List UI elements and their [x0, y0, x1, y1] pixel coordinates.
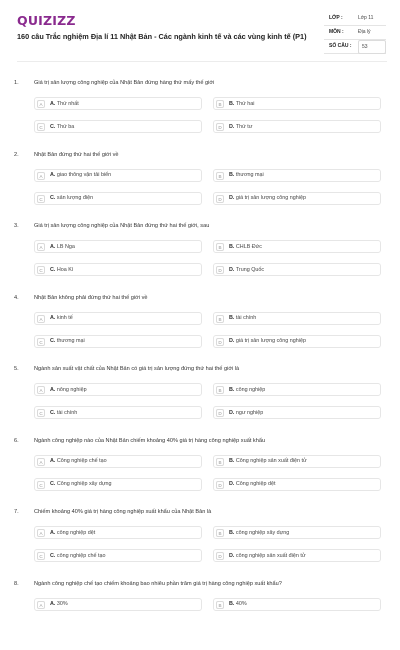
option-label [50, 315, 73, 321]
question-text: Ngành sản xuất vật chất của Nhật Bản có giá trị sản lượng đứng thứ hai thế giới là [34, 366, 239, 372]
answer-option-c[interactable] [34, 120, 202, 133]
option-text: công nghiệp chế tạo [57, 553, 106, 559]
answer-option-c[interactable] [34, 192, 202, 205]
question-text: Nhật Bản đứng thứ hai thế giới về [34, 152, 119, 158]
answer-option-b[interactable] [213, 598, 381, 611]
question-item [0, 364, 400, 436]
option-prefix: A. [50, 244, 55, 250]
option-letter-box: C [37, 481, 45, 489]
option-label [229, 553, 305, 559]
option-letter-box: D [216, 481, 224, 489]
quizizz-logo: QUIZIZZ [17, 13, 76, 28]
option-prefix: C. [50, 481, 55, 487]
answer-option-a[interactable] [34, 598, 202, 611]
answer-option-c[interactable] [34, 549, 202, 562]
option-prefix: A. [50, 530, 55, 536]
answer-option-c[interactable] [34, 263, 202, 276]
option-letter-box: B [216, 243, 224, 251]
question-number: 7. [14, 509, 19, 515]
answer-option-c[interactable] [34, 335, 202, 348]
answer-option-b[interactable] [213, 383, 381, 396]
meta-value-count: 53 [362, 44, 368, 50]
option-prefix: D. [229, 481, 234, 487]
option-letter-box: D [216, 409, 224, 417]
option-letter-box: A [37, 529, 45, 537]
option-label [229, 267, 264, 273]
option-prefix: D. [229, 267, 234, 273]
option-label [229, 315, 256, 321]
option-text: giá trị sản lượng công nghiệp [236, 338, 306, 344]
answer-option-d[interactable] [213, 120, 381, 133]
option-prefix: D. [229, 553, 234, 559]
answer-option-d[interactable] [213, 335, 381, 348]
worksheet-title: 160 câu Trắc nghiệm Địa lí 11 Nhật Bản - Các ngành kinh tế và các vùng kinh tế (P1) [17, 32, 322, 41]
option-letter-box: C [37, 409, 45, 417]
answer-option-a[interactable] [34, 455, 202, 468]
option-letter-box: B [216, 458, 224, 466]
option-prefix: B. [229, 458, 234, 464]
option-letter-box: B [216, 386, 224, 394]
option-text: nông nghiệp [57, 387, 87, 393]
answer-option-c[interactable] [34, 478, 202, 491]
option-label [229, 195, 306, 201]
answer-option-a[interactable] [34, 383, 202, 396]
option-prefix: A. [50, 601, 55, 607]
option-label [229, 338, 306, 344]
option-text: Hoa Kì [57, 267, 73, 273]
meta-value-subject: Địa lý [358, 29, 371, 35]
option-letter-box: D [216, 338, 224, 346]
answer-option-b[interactable] [213, 240, 381, 253]
question-item [0, 150, 400, 222]
option-prefix: B. [229, 530, 234, 536]
option-label [50, 530, 95, 536]
answer-option-b[interactable] [213, 455, 381, 468]
option-letter-box: D [216, 123, 224, 131]
option-prefix: A. [50, 101, 55, 107]
option-prefix: A. [50, 315, 55, 321]
option-prefix: B. [229, 172, 234, 178]
question-item [0, 221, 400, 293]
option-letter-box: B [216, 601, 224, 609]
answer-option-d[interactable] [213, 406, 381, 419]
meta-value-count-box [358, 40, 386, 54]
option-label [229, 410, 263, 416]
option-text: Thứ tư [236, 124, 253, 130]
question-text: Ngành công nghiệp nào của Nhật Bản chiếm khoảng 40% giá trị hàng công nghiệp xuất khẩu [34, 438, 265, 444]
question-item [0, 579, 400, 650]
option-text: kinh tế [57, 315, 73, 321]
option-text: công nghiệp [236, 387, 265, 393]
option-letter-box: D [216, 552, 224, 560]
question-list [0, 78, 400, 650]
answer-option-d[interactable] [213, 478, 381, 491]
option-letter-box: B [216, 172, 224, 180]
option-label [229, 124, 252, 130]
option-label [229, 458, 307, 464]
option-prefix: B. [229, 244, 234, 250]
option-label [50, 410, 77, 416]
option-text: thương mại [236, 172, 264, 178]
option-text: công nghiệp xây dựng [236, 530, 289, 536]
option-text: ngư nghiệp [236, 410, 263, 416]
answer-option-a[interactable] [34, 240, 202, 253]
option-prefix: D. [229, 338, 234, 344]
answer-option-b[interactable] [213, 526, 381, 539]
option-text: Thứ nhất [57, 101, 79, 107]
question-item [0, 507, 400, 579]
option-prefix: C. [50, 195, 55, 201]
option-letter-box: A [37, 315, 45, 323]
option-prefix: D. [229, 195, 234, 201]
question-number: 2. [14, 152, 19, 158]
option-label [229, 172, 264, 178]
option-label [229, 387, 265, 393]
option-text: giao thông vận tải biển [57, 172, 111, 178]
option-letter-box: D [216, 195, 224, 203]
meta-row-count [324, 40, 386, 54]
question-number: 3. [14, 223, 19, 229]
option-text: 30% [57, 601, 68, 607]
option-prefix: C. [50, 553, 55, 559]
option-label [50, 481, 111, 487]
option-text: Công nghiệp chế tạo [57, 458, 107, 464]
option-label [50, 553, 105, 559]
question-text: Nhật Bản không phải đứng thứ hai thế giới về [34, 295, 147, 301]
option-letter-box: A [37, 386, 45, 394]
option-prefix: B. [229, 601, 234, 607]
option-prefix: D. [229, 410, 234, 416]
option-text: công nghiệp sản xuất điện tử [236, 553, 306, 559]
answer-option-b[interactable] [213, 312, 381, 325]
question-number: 1. [14, 80, 19, 86]
option-letter-box: B [216, 315, 224, 323]
meta-row-grade [324, 12, 386, 26]
option-prefix: C. [50, 338, 55, 344]
option-text: Công nghiệp sản xuất điện tử [236, 458, 307, 464]
option-text: công nghiệp dệt [57, 530, 95, 536]
option-prefix: A. [50, 387, 55, 393]
option-prefix: A. [50, 172, 55, 178]
option-prefix: C. [50, 267, 55, 273]
option-label [50, 124, 74, 130]
meta-value-grade: Lớp 11 [358, 15, 373, 21]
answer-option-d[interactable] [213, 192, 381, 205]
option-letter-box: D [216, 266, 224, 274]
question-item [0, 78, 400, 150]
option-text: Trung Quốc [236, 267, 264, 273]
option-label [50, 458, 107, 464]
option-text: CHLB Đức [236, 244, 262, 250]
option-label [229, 481, 275, 487]
question-number: 4. [14, 295, 19, 301]
option-prefix: B. [229, 101, 234, 107]
option-text: giá trị sản lượng công nghiệp [236, 195, 306, 201]
option-letter-box: B [216, 100, 224, 108]
option-letter-box: A [37, 458, 45, 466]
option-letter-box: B [216, 529, 224, 537]
question-text: Ngành công nghiệp chế tạo chiếm khoảng bao nhiêu phần trăm giá trị hàng công nghiệp xuất khẩu? [34, 581, 282, 587]
option-letter-box: C [37, 266, 45, 274]
option-text: tài chính [236, 315, 256, 321]
option-label [229, 530, 289, 536]
option-label [50, 172, 111, 178]
question-text: Giá trị sản lượng công nghiệp của Nhật Bản đứng hàng thứ mấy thế giới [34, 80, 214, 86]
option-text: sản lượng điện [57, 195, 93, 201]
meta-label-grade: LỚP : [329, 15, 343, 21]
answer-option-b[interactable] [213, 97, 381, 110]
question-item [0, 436, 400, 508]
option-label [229, 601, 247, 607]
option-label [229, 244, 262, 250]
answer-option-a[interactable] [34, 526, 202, 539]
option-prefix: C. [50, 124, 55, 130]
option-letter-box: C [37, 195, 45, 203]
question-number: 5. [14, 366, 19, 372]
answer-option-b[interactable] [213, 169, 381, 182]
option-prefix: D. [229, 124, 234, 130]
option-label [50, 101, 79, 107]
option-label [50, 387, 87, 393]
answer-option-a[interactable] [34, 97, 202, 110]
option-text: Công nghiệp dệt [236, 481, 276, 487]
meta-row-subject [324, 26, 386, 40]
option-label [50, 601, 68, 607]
option-letter-box: A [37, 100, 45, 108]
option-letter-box: A [37, 172, 45, 180]
option-text: 40% [236, 601, 247, 607]
question-number: 8. [14, 581, 19, 587]
question-item [0, 293, 400, 365]
option-label [50, 244, 75, 250]
question-number: 6. [14, 438, 19, 444]
option-letter-box: C [37, 123, 45, 131]
option-prefix: B. [229, 315, 234, 321]
answer-option-c[interactable] [34, 406, 202, 419]
option-letter-box: C [37, 552, 45, 560]
answer-option-d[interactable] [213, 263, 381, 276]
option-prefix: B. [229, 387, 234, 393]
option-text: Thứ ba [57, 124, 74, 130]
option-label [50, 195, 93, 201]
worksheet-meta [324, 12, 386, 54]
option-text: Thứ hai [236, 101, 255, 107]
header-divider [17, 61, 387, 62]
answer-option-d[interactable] [213, 549, 381, 562]
option-text: LB Nga [57, 244, 75, 250]
meta-label-subject: MÔN : [329, 29, 344, 35]
answer-option-a[interactable] [34, 169, 202, 182]
option-letter-box: A [37, 601, 45, 609]
question-text: Giá trị sản lượng công nghiệp của Nhật Bản đứng thứ hai thế giới, sau [34, 223, 209, 229]
meta-label-count: SỐ CÂU : [329, 43, 352, 49]
option-letter-box: C [37, 338, 45, 346]
option-prefix: C. [50, 410, 55, 416]
option-label [229, 101, 254, 107]
option-letter-box: A [37, 243, 45, 251]
option-text: tài chính [57, 410, 77, 416]
answer-option-a[interactable] [34, 312, 202, 325]
worksheet-header [0, 0, 400, 68]
question-text: Chiếm khoảng 40% giá trị hàng công nghiệp xuất khẩu của Nhật Bản là [34, 509, 211, 515]
option-prefix: A. [50, 458, 55, 464]
option-label [50, 267, 73, 273]
option-text: Công nghiệp xây dựng [57, 481, 112, 487]
option-label [50, 338, 85, 344]
option-text: thương mại [57, 338, 85, 344]
